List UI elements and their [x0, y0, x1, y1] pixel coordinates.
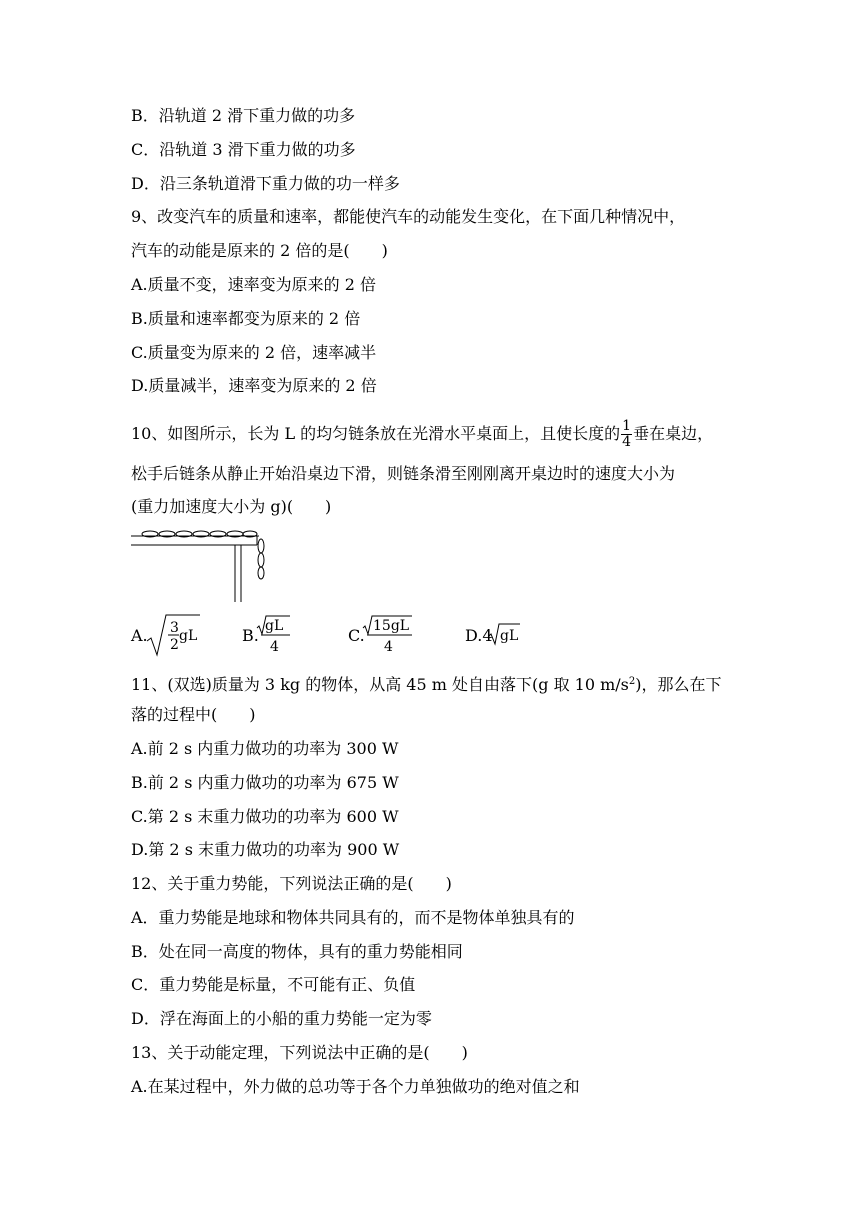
q11-stem-post: )，那么在下 [635, 675, 722, 694]
q10-stem-line1 [131, 419, 713, 450]
q11-stem-line1 [131, 672, 722, 695]
q11-option-b: B.前 2 s 内重力做功的功率为 675 W [131, 773, 399, 792]
q8-option-c: C．沿轨道 3 滑下重力做的功多 [131, 140, 356, 159]
q10-option-b-numerator: gL [265, 618, 284, 634]
q10-option-c-numerator: 15gL [373, 618, 410, 634]
fraction-numerator: 1 [622, 418, 632, 434]
q10-stem-line2: 松手后链条从静止开始沿桌边下滑，则链条滑至刚刚离开桌边时的速度大小为 [131, 464, 676, 483]
q13-stem: 13、关于动能定理，下列说法中正确的是( ) [131, 1043, 468, 1062]
q10-stem-line3: (重力加速度大小为 g)( ) [131, 497, 332, 516]
q12-option-d: D．浮在海面上的小船的重力势能一定为零 [131, 1009, 432, 1028]
q10-option-c-denominator: 4 [384, 639, 393, 655]
q10-fraction [621, 419, 632, 450]
q10-option-d-label: D.4 [465, 626, 493, 645]
q12-option-a: A．重力势能是地球和物体共同具有的，而不是物体单独具有的 [131, 908, 575, 927]
q10-option-a-label: A. [131, 626, 148, 645]
q13-option-a: A.在某过程中，外力做的总功等于各个力单独做功的绝对值之和 [131, 1077, 580, 1096]
q10-option-c-label: C. [348, 626, 365, 645]
q11-option-d: D.第 2 s 末重力做功的功率为 900 W [131, 840, 400, 859]
q9-stem-line1: 9、改变汽车的质量和速率，都能使汽车的动能发生变化，在下面几种情况中， [131, 207, 686, 226]
q10-option-b-denominator: 4 [270, 639, 279, 655]
q12-option-b: B．处在同一高度的物体，具有的重力势能相同 [131, 942, 463, 961]
q9-option-d: D.质量减半，速率变为原来的 2 倍 [131, 376, 377, 395]
q12-option-c: C．重力势能是标量，不可能有正、负值 [131, 975, 416, 994]
q10-option-d-radicand: gL [500, 628, 519, 644]
q9-option-c: C.质量变为原来的 2 倍，速率减半 [131, 343, 377, 362]
q10-stem-post: 垂在桌边， [633, 424, 714, 443]
q8-option-d: D．沿三条轨道滑下重力做的功一样多 [131, 174, 400, 193]
q11-superscript: 2 [628, 676, 636, 687]
q10-option-a-denominator: 2 [170, 637, 179, 653]
chain-on-table-figure [128, 526, 272, 606]
q10-option-a-numerator: 3 [170, 620, 179, 636]
q11-stem-pre: 11、(双选)质量为 3 kg 的物体，从高 45 m 处自由落下(g 取 10 m/s [131, 675, 629, 694]
fraction-denominator: 4 [622, 434, 632, 450]
q11-option-a: A.前 2 s 内重力做功的功率为 300 W [131, 739, 399, 758]
q10-stem-pre: 10、如图所示，长为 L 的均匀链条放在光滑水平桌面上，且使长度的 [131, 424, 621, 443]
q9-stem-line2: 汽车的动能是原来的 2 倍的是( ) [131, 241, 388, 260]
q8-option-b: B．沿轨道 2 滑下重力做的功多 [131, 106, 356, 125]
q9-option-a: A.质量不变，速率变为原来的 2 倍 [131, 275, 376, 294]
q11-stem-line2: 落的过程中( ) [131, 705, 256, 724]
q11-option-c: C.第 2 s 末重力做功的功率为 600 W [131, 807, 399, 826]
q9-option-b: B.质量和速率都变为原来的 2 倍 [131, 309, 361, 328]
q12-stem: 12、关于重力势能，下列说法正确的是( ) [131, 874, 452, 893]
q10-option-b-label: B. [242, 626, 259, 645]
q10-option-a-tail: gL [179, 628, 198, 644]
